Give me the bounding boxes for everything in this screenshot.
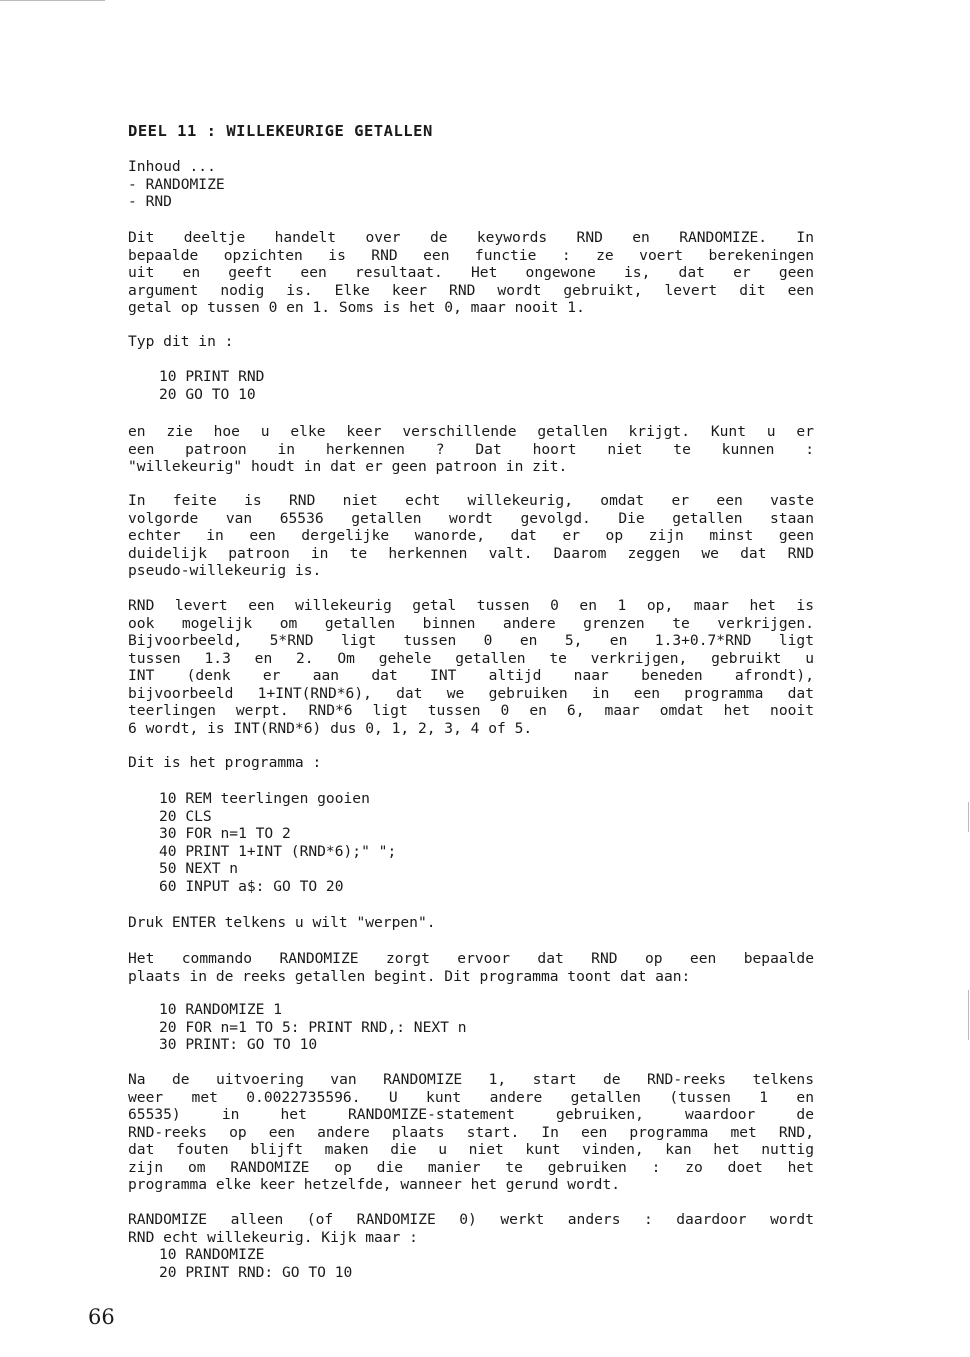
code-line: 30 FOR n=1 TO 2 xyxy=(159,825,291,842)
text-line: een patroon in herkennen ? Dat hoort niet te kunnen : xyxy=(128,440,814,458)
contents-block xyxy=(128,158,814,211)
paragraph-druk xyxy=(128,914,814,932)
text-line: ook mogelijk om getallen binnen andere grenzen te verkrijgen. xyxy=(128,614,814,632)
text-line: dat fouten blijft maken die u niet kunt vinden, kan het nuttig xyxy=(128,1141,814,1158)
text-line: "willekeurig" houdt in dat er geen patroon in zit. xyxy=(128,458,568,475)
text-line: INT (denk er aan dat INT altijd naar beneden afrondt), xyxy=(128,667,814,684)
text-line: plaats in de reeks getallen begint. Dit programma toont dat aan: xyxy=(128,967,691,985)
paragraph-randomize-1 xyxy=(128,1071,814,1194)
text-line: teerlingen werpt. RND*6 ligt tussen 0 en 6, maar omdat het nooit xyxy=(128,702,814,719)
page-number: 66 xyxy=(88,1305,115,1329)
paragraph-intro xyxy=(128,229,814,317)
scan-artifact xyxy=(968,802,969,832)
text-line: Bijvoorbeeld, 5*RND ligt tussen 0 en 5, en 1.3+0.7*RND ligt xyxy=(128,632,814,649)
scan-artifact xyxy=(968,990,969,1040)
code-line: 60 INPUT a$: GO TO 20 xyxy=(159,877,344,895)
contents-item: - RANDOMIZE xyxy=(128,175,225,193)
code-line: 20 CLS xyxy=(159,807,212,825)
code-line: 10 RANDOMIZE 1 xyxy=(159,1001,283,1018)
chapter-heading: DEEL 11 : WILLEKEURIGE GETALLEN xyxy=(128,122,433,140)
text-line: getal op tussen 0 en 1. Soms is het 0, maar nooit 1. xyxy=(128,299,585,316)
text-line: echter in een dergelijke wanorde, dat er op zijn minst geen xyxy=(128,527,814,544)
text-line: volgorde van 65536 getallen wordt gevolgd. Die getallen staan xyxy=(128,509,814,527)
scan-artifact xyxy=(0,0,105,1)
paragraph-randomize xyxy=(128,950,814,985)
text-line: Het commando RANDOMIZE zorgt ervoor dat RND op een bepaalde xyxy=(128,950,814,967)
text-line: 65535) in het RANDOMIZE-statement gebruiken, waardoor de xyxy=(128,1106,814,1123)
text-line: RND echt willekeurig. Kijk maar : xyxy=(128,1228,418,1246)
code-line: 10 PRINT RND xyxy=(159,368,265,385)
code-line: 20 GO TO 10 xyxy=(159,385,256,403)
text-line: uit en geeft een resultaat. Het ongewone is, dat er geen xyxy=(128,264,814,281)
paragraph-program-intro xyxy=(128,754,814,772)
text-line: programma elke keer hetzelfde, wanneer het gerund wordt. xyxy=(128,1176,621,1193)
text-line: en zie hoe u elke keer verschillende getallen krijgt. Kunt u er xyxy=(128,423,814,440)
text-line: bepaalde opzichten is RND een functie : ze voert berekeningen xyxy=(128,246,814,264)
code-line: 20 PRINT RND: GO TO 10 xyxy=(159,1263,353,1281)
text-line: RND levert een willekeurig getal tussen 0 en 1 op, maar het is xyxy=(128,597,814,614)
code-listing-3 xyxy=(159,1001,467,1054)
text-line: RND-reeks op een andere plaats start. In een programma met RND, xyxy=(128,1123,814,1141)
paragraph-pseudo xyxy=(128,492,814,580)
code-line: 50 NEXT n xyxy=(159,860,239,877)
text-line: Typ dit in : xyxy=(128,333,234,350)
text-line: pseudo-willekeurig is. xyxy=(128,562,322,579)
text-line: Dit is het programma : xyxy=(128,754,322,771)
code-line: 10 REM teerlingen gooien xyxy=(159,790,370,807)
paragraph-randomize-0 xyxy=(128,1211,814,1246)
contents-title: Inhoud ... xyxy=(128,158,216,175)
text-line: 6 wordt, is INT(RND*6) dus 0, 1, 2, 3, 4 of 5. xyxy=(128,719,533,737)
contents-item: - RND xyxy=(128,193,172,210)
text-line: zijn om RANDOMIZE op die manier te gebruiken : zo doet het xyxy=(128,1158,814,1176)
text-line: weer met 0.0022735596. U kunt andere getallen (tussen 1 en xyxy=(128,1088,814,1106)
code-listing-2 xyxy=(159,790,396,895)
text-line: Druk ENTER telkens u wilt "werpen". xyxy=(128,914,436,931)
paragraph-typ xyxy=(128,333,814,351)
text-line: tussen 1.3 en 2. Om gehele getallen te verkrijgen, gebruikt u xyxy=(128,649,814,667)
code-line: 40 PRINT 1+INT (RND*6);" "; xyxy=(159,842,397,860)
text-line: duidelijk patroon in te herkennen valt. Daarom zeggen we dat RND xyxy=(128,544,814,562)
text-line: RANDOMIZE alleen (of RANDOMIZE 0) werkt anders : daardoor wordt xyxy=(128,1211,814,1228)
code-line: 30 PRINT: GO TO 10 xyxy=(159,1036,318,1053)
code-line: 20 FOR n=1 TO 5: PRINT RND,: NEXT n xyxy=(159,1018,467,1036)
paragraph-pattern xyxy=(128,423,814,476)
text-line: Na de uitvoering van RANDOMIZE 1, start de RND-reeks telkens xyxy=(128,1071,814,1088)
code-line: 10 RANDOMIZE xyxy=(159,1246,265,1263)
text-line: argument nodig is. Elke keer RND wordt gebruikt, levert dit een xyxy=(128,281,814,299)
text-line: Dit deeltje handelt over de keywords RND en RANDOMIZE. In xyxy=(128,229,814,246)
text-line: bijvoorbeeld 1+INT(RND*6), dat we gebruiken in een programma dat xyxy=(128,684,814,702)
paragraph-ranges xyxy=(128,597,814,737)
code-listing-1 xyxy=(159,368,264,403)
text-line: In feite is RND niet echt willekeurig, omdat er een vaste xyxy=(128,492,814,509)
code-listing-4 xyxy=(159,1246,352,1281)
